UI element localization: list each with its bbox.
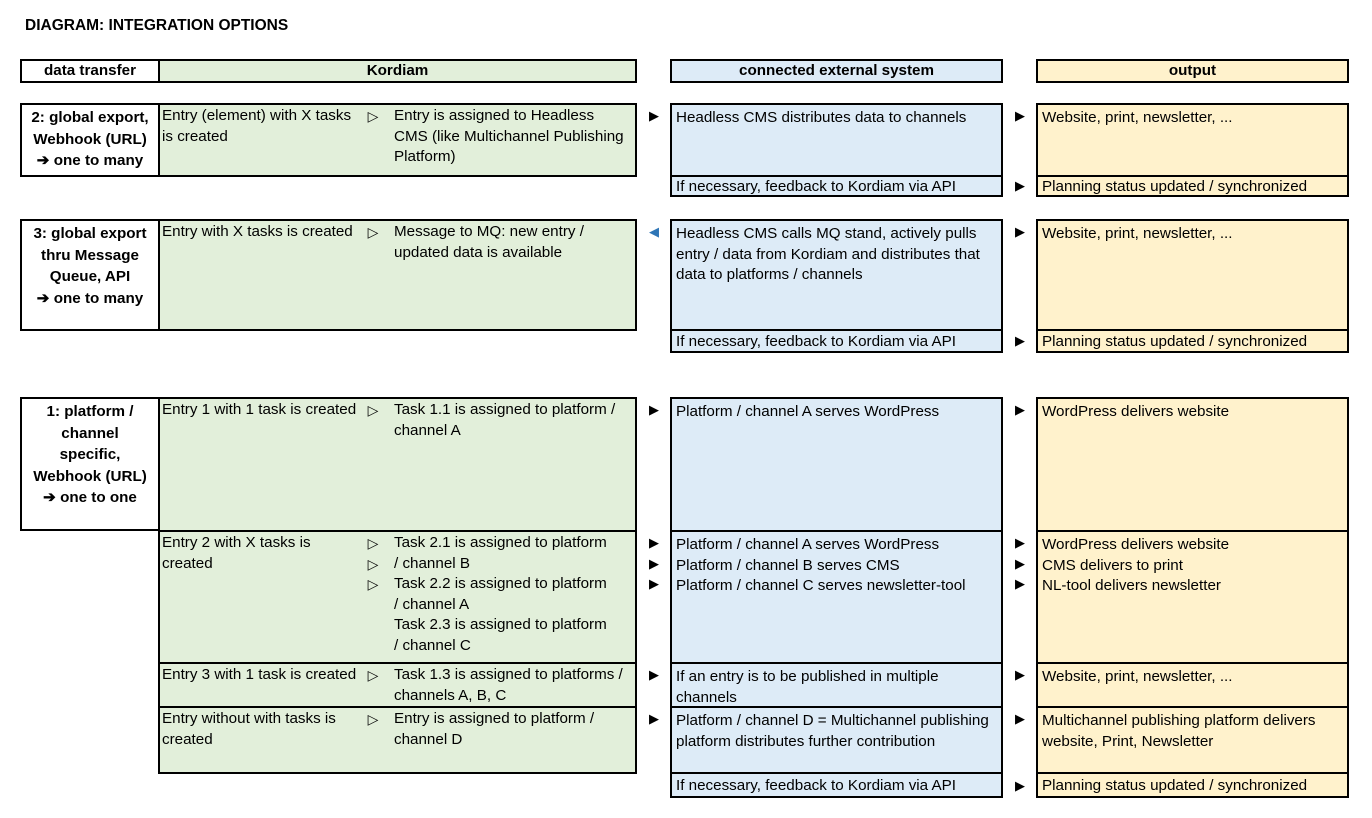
section-2-feedback: If necessary, feedback to Kordiam via API <box>670 175 1003 197</box>
outline-arrow-icon: ▷ <box>367 555 379 572</box>
section-1-label <box>20 397 160 531</box>
solid-arrow-icon: ▶ <box>649 402 659 417</box>
section-1-label-line: channel <box>61 424 119 442</box>
solid-arrow-icon: ▶ <box>1015 778 1025 793</box>
output-line: NL-tool delivers newsletter <box>1042 577 1221 594</box>
header-data-transfer: data transfer <box>20 59 160 83</box>
section-1-label-line: Webhook (URL) <box>33 467 147 485</box>
section-1-row-3-action: Task 1.3 is assigned to platforms / channels A, B, C <box>394 666 623 704</box>
external-line: Platform / channel A serves WordPress <box>676 536 940 553</box>
outline-arrow-icon: ▷ <box>367 224 379 240</box>
outline-arrow-icon: ▷ <box>367 711 379 727</box>
section-1-row-1-action: Task 1.1 is assigned to platform / channel A <box>394 401 616 439</box>
solid-arrow-icon: ▶ <box>1015 333 1025 348</box>
section-2-entry: Entry (element) with X tasks is created <box>162 107 352 145</box>
output-line: WordPress delivers website <box>1042 536 1230 553</box>
section-3-label-line: thru Message <box>41 246 139 264</box>
section-1-row-2-entry: Entry 2 with X tasks is created <box>162 534 311 572</box>
solid-arrow-icon: ▶ <box>1015 535 1025 550</box>
solid-arrow-icon: ▶ <box>1015 667 1025 682</box>
section-1-row-1-output: WordPress delivers website <box>1036 397 1349 532</box>
outline-arrow-icon: ▷ <box>367 667 379 683</box>
section-3-label-line: 3: global export <box>33 225 147 242</box>
section-1-row-2-outputs <box>1036 530 1349 664</box>
solid-arrow-icon: ▶ <box>1015 108 1025 123</box>
section-1-row-3-output: Website, print, newsletter, ... <box>1036 662 1349 708</box>
section-3-action: Message to MQ: new entry / updated data is available <box>394 223 584 261</box>
section-2-label-line: ➔ one to many <box>36 152 144 169</box>
section-1-row-4-entry: Entry without with tasks is created <box>162 710 336 748</box>
section-2-output: Website, print, newsletter, ... <box>1036 103 1349 177</box>
section-2-external: Headless CMS distributes data to channels <box>670 103 1003 177</box>
section-1-row-1-entry: Entry 1 with 1 task is created <box>162 401 357 418</box>
section-2-label <box>20 103 160 177</box>
section-1-row-3-external: If an entry is to be published in multiple channels <box>670 662 1003 708</box>
page-title: DIAGRAM: INTEGRATION OPTIONS <box>25 17 289 34</box>
outline-arrow-icon: ▷ <box>367 576 379 592</box>
section-3-feedback: If necessary, feedback to Kordiam via API <box>670 329 1003 353</box>
header-external-system: connected external system <box>670 59 1003 83</box>
action-line: / channel A <box>394 595 470 613</box>
solid-arrow-icon: ▶ <box>649 108 659 123</box>
solid-arrow-icon: ▶ <box>649 555 659 571</box>
section-1-row-2-actions <box>390 530 635 659</box>
external-line: Platform / channel C serves newsletter-tool <box>676 577 966 594</box>
section-2-label-line: 2: global export, <box>31 109 149 126</box>
section-1-row-2-externals <box>670 530 1003 664</box>
header-kordiam: Kordiam <box>158 59 637 83</box>
section-2-label-line: Webhook (URL) <box>33 130 147 148</box>
outline-arrow-icon: ▷ <box>367 108 379 124</box>
section-1-row-1-external: Platform / channel A serves WordPress <box>670 397 1003 532</box>
solid-arrow-icon: ▶ <box>1015 178 1025 193</box>
header-output: output <box>1036 59 1349 83</box>
action-line: Task 2.1 is assigned to platform <box>394 534 607 551</box>
outline-arrow-icon: ▷ <box>367 535 379 551</box>
section-3-external: Headless CMS calls MQ stand, actively pulls entry / data from Kordiam and distributes that data to platforms / channels <box>670 219 1003 331</box>
outline-arrow-icon: ▷ <box>367 402 379 418</box>
section-1-label-line: ➔ one to one <box>43 489 137 506</box>
solid-arrow-icon: ▶ <box>649 576 659 591</box>
action-line: Task 2.2 is assigned to platform <box>394 575 607 592</box>
external-line: Platform / channel B serves CMS <box>676 556 900 574</box>
solid-arrow-icon: ▶ <box>1015 555 1025 571</box>
section-1-label-line: 1: platform / <box>46 403 134 420</box>
section-3-label <box>20 219 160 331</box>
section-2-action: Entry is assigned to Headless CMS (like Multichannel Publishing Platform) <box>394 107 624 165</box>
section-3-entry: Entry with X tasks is created <box>162 223 353 240</box>
section-3-feedback-output: Planning status updated / synchronized <box>1036 329 1349 353</box>
action-line: Task 2.3 is assigned to platform <box>394 616 607 633</box>
section-3-label-line: Queue, API <box>49 268 131 285</box>
solid-arrow-icon: ▶ <box>649 535 659 550</box>
left-arrow-icon: ◀ <box>649 224 659 239</box>
section-1-feedback: If necessary, feedback to Kordiam via API <box>670 772 1003 798</box>
solid-arrow-icon: ▶ <box>649 711 659 726</box>
action-line: / channel B <box>394 554 470 572</box>
section-2-feedback-output: Planning status updated / synchronized <box>1036 175 1349 197</box>
section-1-row-4-external: Platform / channel D = Multichannel publishing platform distributes further contribution <box>670 706 1003 774</box>
section-1-row-3-entry: Entry 3 with 1 task is created <box>162 666 357 683</box>
solid-arrow-icon: ▶ <box>1015 576 1025 591</box>
section-1-row-4-output: Multichannel publishing platform delivers website, Print, Newsletter <box>1036 706 1349 774</box>
solid-arrow-icon: ▶ <box>649 667 659 682</box>
solid-arrow-icon: ▶ <box>1015 402 1025 417</box>
solid-arrow-icon: ▶ <box>1015 224 1025 239</box>
section-1-label-line: specific, <box>59 446 121 463</box>
section-1-feedback-output: Planning status updated / synchronized <box>1036 772 1349 798</box>
output-line: CMS delivers to print <box>1042 556 1183 574</box>
section-1-row-4-action: Entry is assigned to platform / channel D <box>394 710 595 748</box>
section-3-output: Website, print, newsletter, ... <box>1036 219 1349 331</box>
action-line: / channel C <box>394 636 471 654</box>
section-3-label-line: ➔ one to many <box>36 289 144 307</box>
solid-arrow-icon: ▶ <box>1015 711 1025 726</box>
